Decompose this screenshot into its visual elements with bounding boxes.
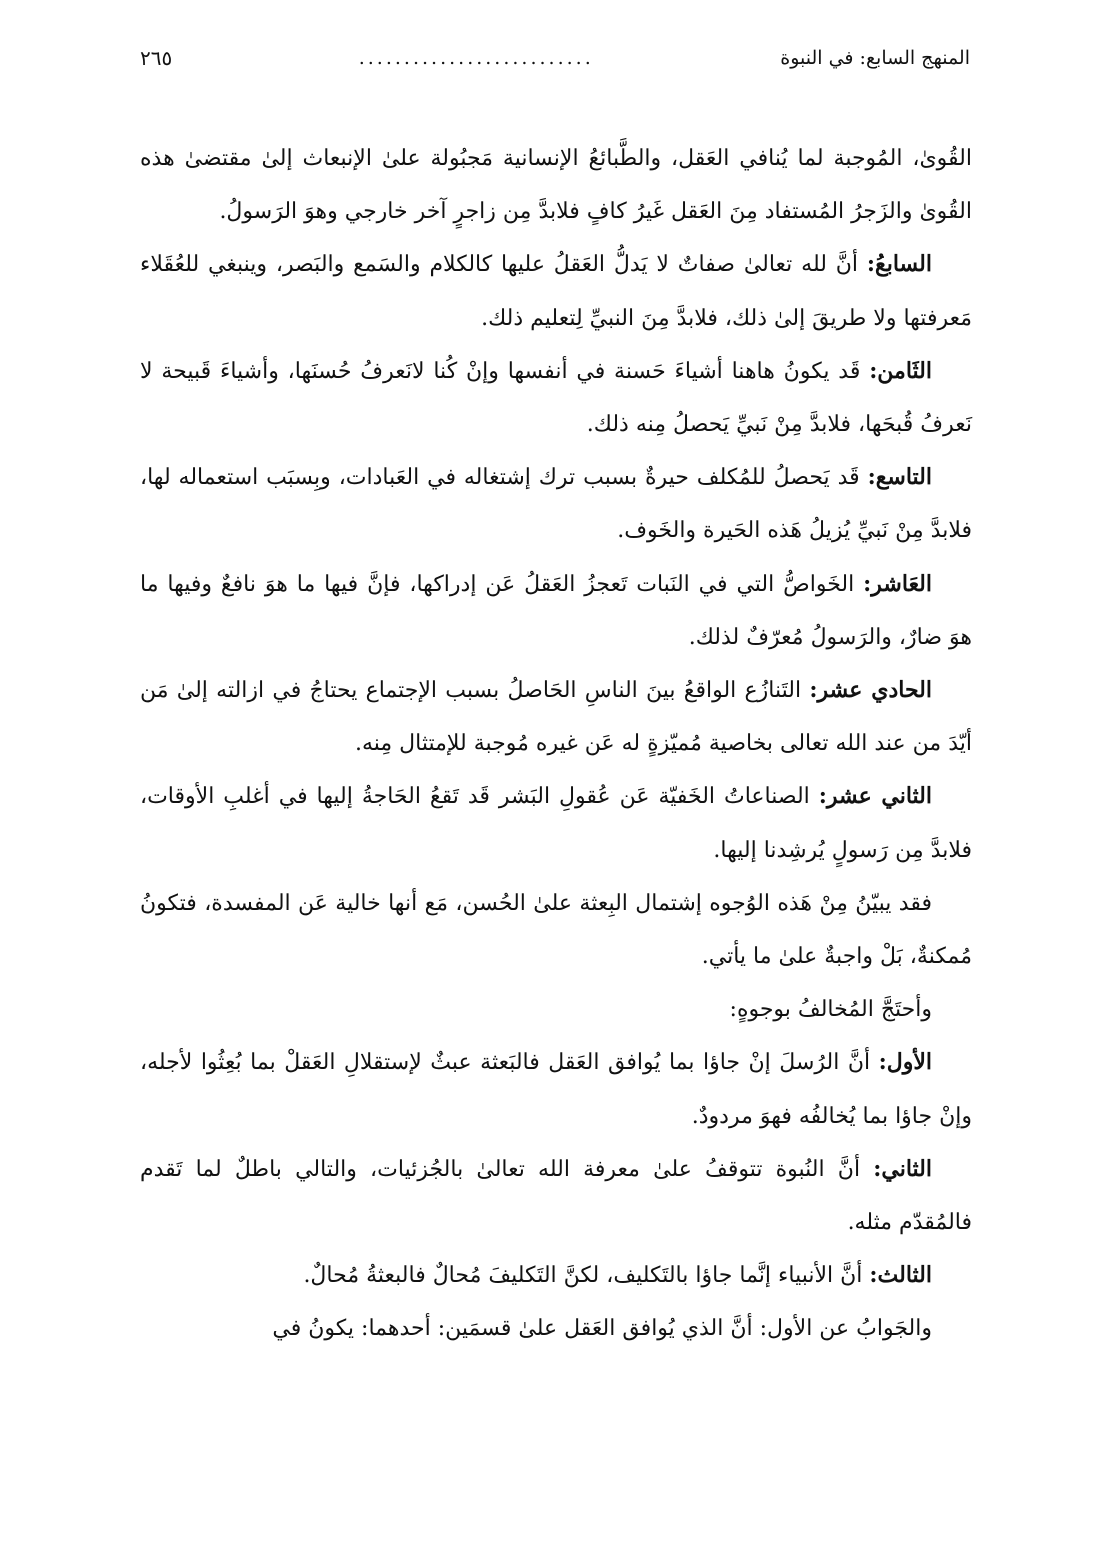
paragraph: [140, 1249, 972, 1302]
chapter-title: المنهج السابع: في النبوة: [780, 47, 970, 69]
paragraph-text: القُوىٰ، المُوجبة لما يُنافي العَقل، والطَّبائعُ الإنسانية مَجبُولة علىٰ الإنبعاث إلىٰ مقتضىٰ هذه القُوىٰ والزَجرُ المُستفاد مِنَ العَقل غَيرُ كافٍ فلابدَّ مِن زاجرٍ آخر خارجي وهوَ الرَسولُ.: [140, 146, 972, 225]
paragraph-text: أنَّ الأنبياء إنَّما جاؤا بالتَكليف، لكنَّ التَكليفَ مُحالٌ فالبعثةُ مُحالٌ.: [303, 1263, 870, 1289]
paragraph: [140, 1143, 972, 1249]
paragraph: [140, 558, 972, 664]
paragraph: [140, 238, 972, 344]
paragraph-text: الصناعاتُ الخَفيّة عَن عُقولِ البَشر قَد تَقعُ الحَاجةُ إليها في أغلبِ الأوقات، فلابدَّ مِن رَسولٍ يُرشِدنا إليها.: [140, 784, 972, 863]
paragraph: [140, 983, 972, 1036]
paragraph: [140, 770, 972, 876]
paragraph: [140, 1302, 972, 1355]
paragraph-label: الثالث:: [869, 1262, 932, 1289]
paragraph-text: أنَّ الرُسلَ إنْ جاؤا بما يُوافق العَقل فالبَعثة عبثٌ لإستقلالِ العَقلْ بما بُعِثُوا لأجله، وإنْ جاؤا بما يُخالفُه فهوَ مردودٌ.: [140, 1050, 972, 1129]
paragraph-text: التَنازُع الواقعُ بينَ الناسِ الحَاصلُ بسبب الإجتماع يحتاجُ في ازالته إلىٰ مَن أيّدَ من عند الله تعالى بخاصية مُميّزةٍ له عَن غيره مُوجبة للإمتثال مِنه.: [140, 678, 972, 757]
leader-dots: ..........................: [358, 47, 594, 69]
paragraph-label: الثاني عشر:: [818, 783, 932, 810]
page-number: ٢٦٥: [140, 46, 173, 70]
paragraph-label: العَاشر:: [863, 570, 932, 597]
running-header: [140, 40, 970, 76]
paragraph: [140, 877, 972, 983]
paragraph-text: قَد يكونُ هاهنا أشياءَ حَسنة في أنفسها وإنْ كُنا لانَعرفُ حُسنَها، وأشياءَ قَبيحة لا نَعرفُ قُبحَها، فلابدَّ مِنْ نَبيِّ يَحصلُ مِنه ذلك.: [140, 358, 972, 438]
paragraph-text: أنَّ لله تعالىٰ صفاتٌ لا يَدلُّ العَقلُ عليها كالكلام والسَمع والبَصر، وينبغي للعُقَلاء مَعرفتها ولا طريقَ إلىٰ ذلك، فلابدَّ مِنَ النبيِّ لِتعليم ذلك.: [140, 252, 972, 331]
paragraph: [140, 132, 972, 238]
paragraph-label: الحادي عشر:: [809, 677, 932, 704]
paragraph: [140, 451, 972, 557]
paragraph: [140, 664, 972, 770]
paragraph-label: الثَامن:: [869, 357, 932, 384]
paragraph-label: التاسع:: [867, 464, 932, 491]
paragraph-text: والجَوابُ عن الأول: أنَّ الذي يُوافق العَقل علىٰ قسمَين: أحدهما: يكونُ في: [272, 1316, 932, 1342]
paragraph-text: فقد يبيّنُ مِنْ هَذه الوُجوه إشتمال البِعثة علىٰ الحُسن، مَع أنها خالية عَن المفسدة، فتكونُ مُمكنةٌ، بَلْ واجبةٌ علىٰ ما يأتي.: [140, 890, 972, 970]
paragraph-label: السابعُ:: [866, 251, 932, 278]
body-text: [140, 132, 972, 1356]
paragraph-text: قَد يَحصلُ للمُكلف حيرةٌ بسبب ترك إشتغاله في العَبادات، وبِسبَب استعماله لها، فلابدَّ مِنْ نَبيِّ يُزيلُ هَذه الحَيرة والخَوف.: [140, 465, 972, 544]
paragraph: [140, 1036, 972, 1142]
paragraph-text: وأحتَجَّ المُخالفُ بوجوهٍ:: [729, 997, 932, 1023]
paragraph-label: الأول:: [878, 1049, 932, 1076]
paragraph-text: أنَّ النُبوة تتوقفُ علىٰ معرفة الله تعالىٰ بالجُزئيات، والتالي باطلٌ لما تَقدم فالمُقدّم مثله.: [140, 1156, 972, 1236]
paragraph-label: الثاني:: [873, 1155, 932, 1182]
paragraph: [140, 345, 972, 451]
paragraph-text: الخَواصُّ التي في النَبات تَعجزُ العَقلُ عَن إدراكها، فإنَّ فيها ما هوَ نافعٌ وفيها ما هوَ ضارٌ، والرَسولُ مُعرّفٌ لذلك.: [140, 571, 972, 650]
